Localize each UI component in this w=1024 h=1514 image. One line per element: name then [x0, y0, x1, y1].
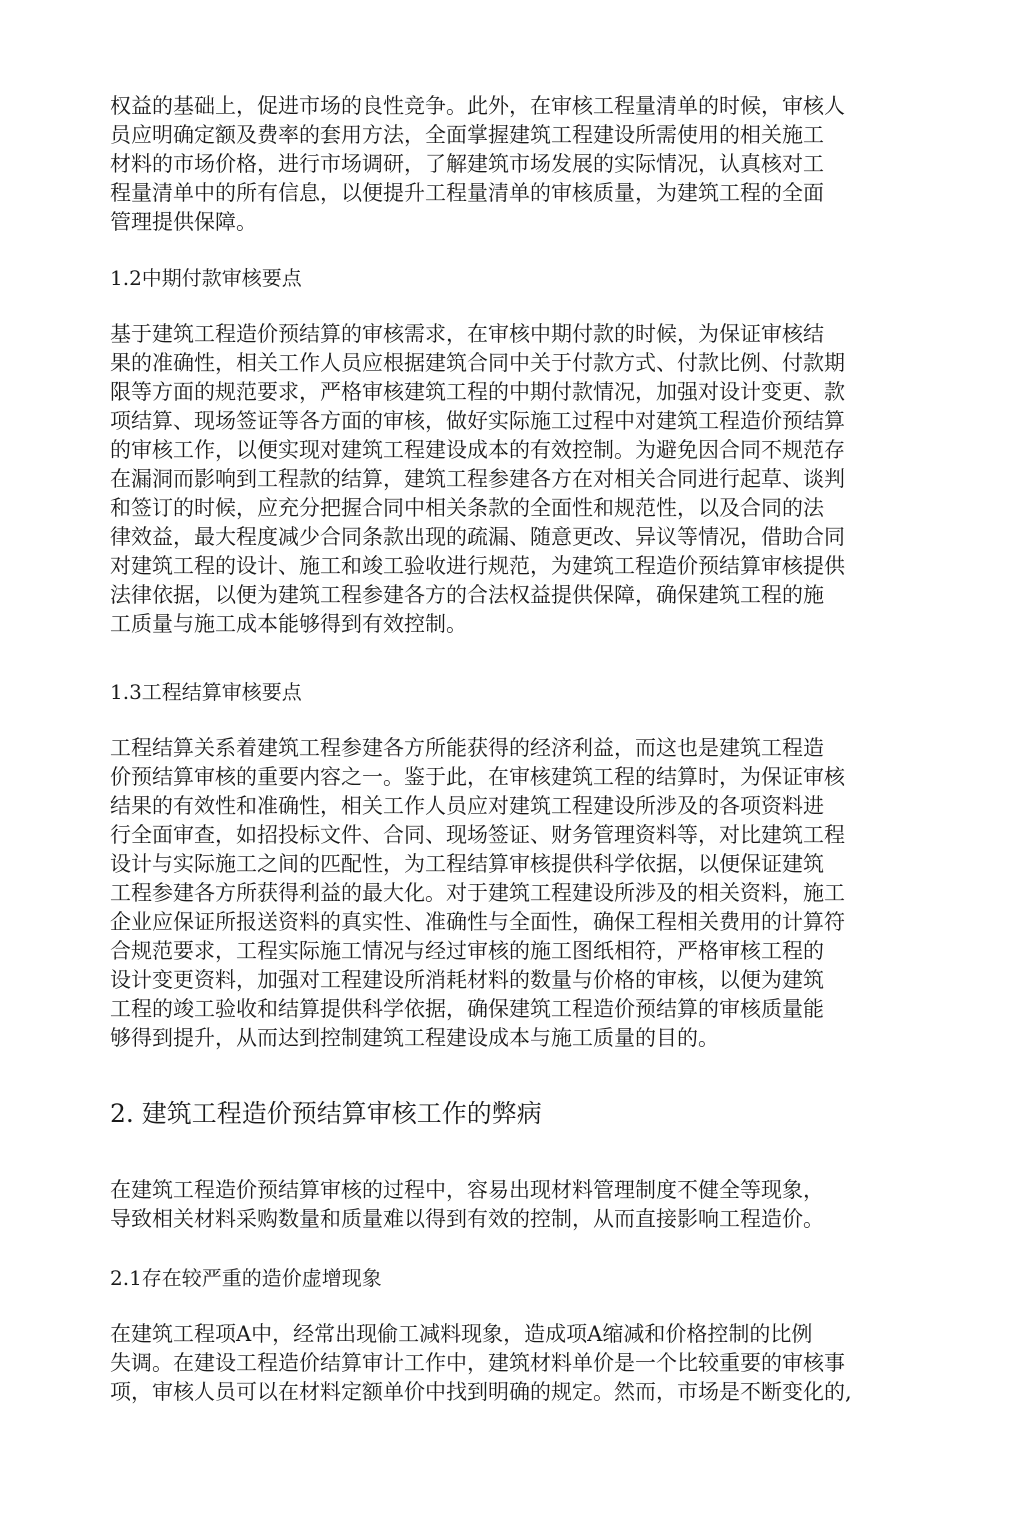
text-line: 够得到提升，从而达到控制建筑工程建设成本与施工质量的目的。	[110, 1026, 719, 1050]
text-line: 合规范要求，工程实际施工情况与经过审核的施工图纸相符，严格审核工程的	[110, 939, 824, 963]
heading-2: 2. 建筑工程造价预结算审核工作的弊病	[110, 1099, 542, 1128]
text-line: 设计变更资料，加强对工程建设所消耗材料的数量与价格的审核，以便为建筑	[110, 968, 824, 992]
text-line: 企业应保证所报送资料的真实性、准确性与全面性，确保工程相关费用的计算符	[110, 910, 845, 934]
paragraph-settlement-audit	[110, 734, 900, 1053]
text-line: 员应明确定额及费率的套用方法，全面掌握建筑工程建设所需使用的相关施工	[110, 123, 824, 147]
text-line: 果的准确性，相关工作人员应根据建筑合同中关于付款方式、付款比例、付款期	[110, 351, 845, 375]
text-line: 律效益，最大程度减少合同条款出现的疏漏、随意更改、异议等情况，借助合同	[110, 525, 845, 549]
text-line: 材料的市场价格，进行市场调研，了解建筑市场发展的实际情况，认真核对工	[110, 152, 824, 176]
heading-2-1: 2.1存在较严重的造价虚增现象	[110, 1266, 382, 1290]
heading-1-3: 1.3工程结算审核要点	[110, 680, 302, 704]
text-line: 工程参建各方所获得利益的最大化。对于建筑工程建设所涉及的相关资料，施工	[110, 881, 845, 905]
text-line: 对建筑工程的设计、施工和竣工验收进行规范，为建筑工程造价预结算审核提供	[110, 554, 845, 578]
text-line: 工程结算关系着建筑工程参建各方所能获得的经济利益，而这也是建筑工程造	[110, 736, 824, 760]
text-line: 项结算、现场签证等各方面的审核，做好实际施工过程中对建筑工程造价预结算	[110, 409, 845, 433]
text-line: 项，审核人员可以在材料定额单价中找到明确的规定。然而，市场是不断变化的,	[110, 1380, 852, 1404]
text-line: 设计与实际施工之间的匹配性，为工程结算审核提供科学依据，以便保证建筑	[110, 852, 824, 876]
text-line: 失调。在建设工程造价结算审计工作中，建筑材料单价是一个比较重要的审核事	[110, 1351, 845, 1375]
paragraph-interim-payment	[110, 320, 900, 639]
text-line: 在建筑工程项A中，经常出现偷工减料现象，造成项A缩减和价格控制的比例	[110, 1322, 813, 1346]
text-line: 导致相关材料采购数量和质量难以得到有效的控制，从而直接影响工程造价。	[110, 1207, 824, 1231]
paragraph-cost-inflation	[110, 1320, 900, 1407]
paragraph-engineering-quantity	[110, 92, 900, 237]
text-line: 权益的基础上，促进市场的良性竞争。此外，在审核工程量清单的时候，审核人	[110, 94, 845, 118]
text-line: 在漏洞而影响到工程款的结算，建筑工程参建各方在对相关合同进行起草、谈判	[110, 467, 845, 491]
text-line: 程量清单中的所有信息，以便提升工程量清单的审核质量，为建筑工程的全面	[110, 181, 824, 205]
text-line: 和签订的时候，应充分把握合同中相关条款的全面性和规范性，以及合同的法	[110, 496, 824, 520]
text-line: 价预结算审核的重要内容之一。鉴于此，在审核建筑工程的结算时，为保证审核	[110, 765, 845, 789]
text-line: 法律依据，以便为建筑工程参建各方的合法权益提供保障，确保建筑工程的施	[110, 583, 824, 607]
text-line: 基于建筑工程造价预结算的审核需求，在审核中期付款的时候，为保证审核结	[110, 322, 824, 346]
text-line: 结果的有效性和准确性，相关工作人员应对建筑工程建设所涉及的各项资料进	[110, 794, 824, 818]
heading-1-2: 1.2中期付款审核要点	[110, 266, 302, 290]
text-line: 在建筑工程造价预结算审核的过程中，容易出现材料管理制度不健全等现象，	[110, 1178, 824, 1202]
text-line: 行全面审查，如招投标文件、合同、现场签证、财务管理资料等，对比建筑工程	[110, 823, 845, 847]
text-line: 工质量与施工成本能够得到有效控制。	[110, 612, 467, 636]
text-line: 限等方面的规范要求，严格审核建筑工程的中期付款情况，加强对设计变更、款	[110, 380, 845, 404]
text-line: 工程的竣工验收和结算提供科学依据，确保建筑工程造价预结算的审核质量能	[110, 997, 824, 1021]
text-line: 的审核工作，以便实现对建筑工程建设成本的有效控制。为避免因合同不规范存	[110, 438, 845, 462]
paragraph-audit-problems	[110, 1176, 900, 1234]
text-line: 管理提供保障。	[110, 210, 257, 234]
